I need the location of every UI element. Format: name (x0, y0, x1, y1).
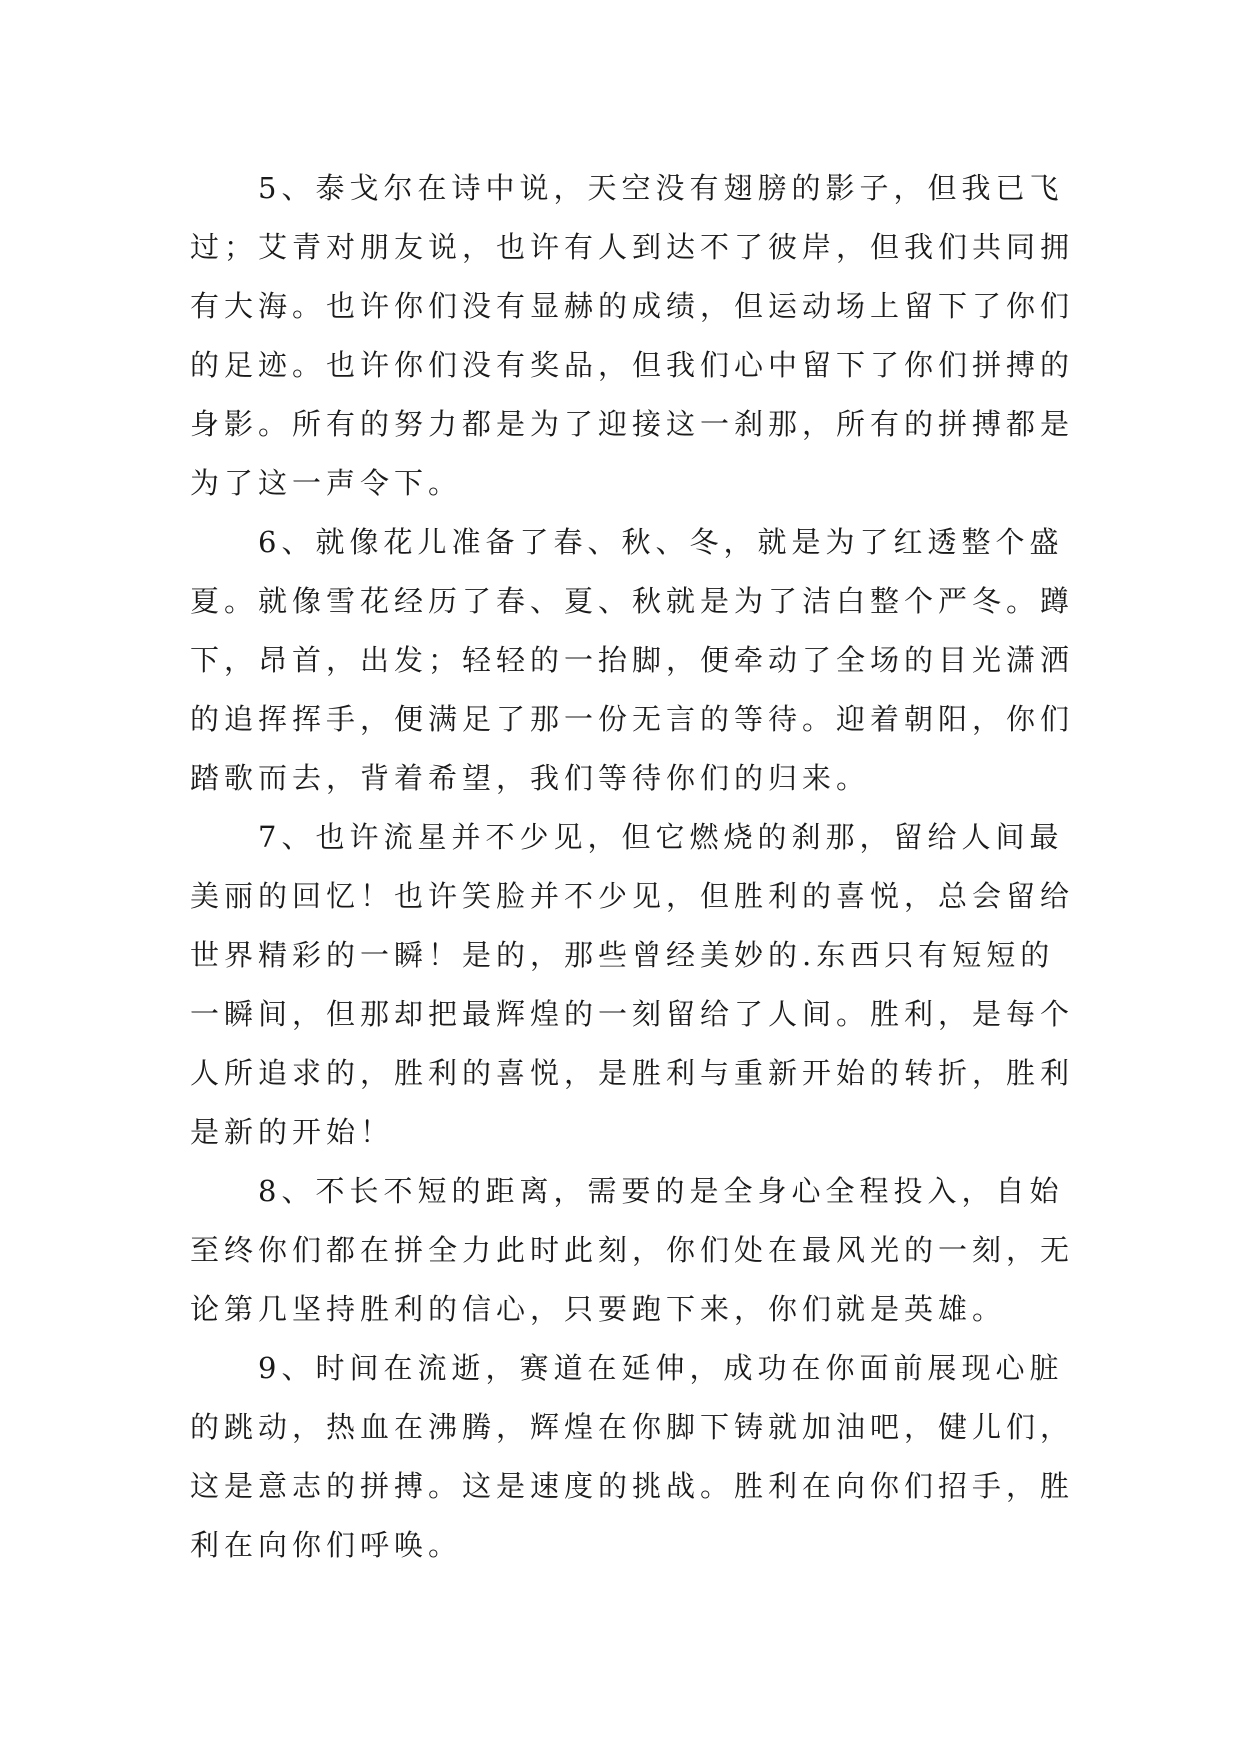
paragraph-7 (190, 808, 1075, 1162)
paragraph-9 (190, 1339, 1075, 1575)
paragraph-8 (190, 1162, 1075, 1339)
text-line: 的追挥挥手，便满足了那一份无言的等待。迎着朝阳，你们 (190, 702, 1075, 736)
text-line: 人所追求的，胜利的喜悦，是胜利与重新开始的转折，胜利 (190, 1056, 1075, 1090)
text-line: 5、泰戈尔在诗中说，天空没有翅膀的影子，但我已飞 (258, 171, 1064, 205)
text-line: 下，昂首，出发；轻轻的一抬脚，便牵动了全场的目光潇洒 (190, 643, 1075, 677)
text-line: 7、也许流星并不少见，但它燃烧的刹那，留给人间最 (258, 820, 1064, 854)
text-line: 过；艾青对朋友说，也许有人到达不了彼岸，但我们共同拥 (190, 230, 1075, 264)
text-line: 身影。所有的努力都是为了迎接这一刹那，所有的拼搏都是 (190, 407, 1075, 441)
text-line: 利在向你们呼唤。 (190, 1528, 463, 1562)
text-line: 9、时间在流逝，赛道在延伸，成功在你面前展现心脏 (258, 1351, 1064, 1385)
text-line: 这是意志的拼搏。这是速度的挑战。胜利在向你们招手，胜 (190, 1469, 1075, 1503)
text-line: 美丽的回忆！也许笑脸并不少见，但胜利的喜悦，总会留给 (190, 879, 1075, 913)
text-line: 的跳动，热血在沸腾，辉煌在你脚下铸就加油吧，健儿们， (190, 1410, 1075, 1444)
text-line: 世界精彩的一瞬！是的，那些曾经美妙的.东西只有短短的 (190, 938, 1055, 972)
text-line: 论第几坚持胜利的信心，只要跑下来，你们就是英雄。 (190, 1292, 1007, 1326)
text-line: 8、不长不短的距离，需要的是全身心全程投入，自始 (258, 1174, 1064, 1208)
text-line: 至终你们都在拼全力此时此刻，你们处在最风光的一刻，无 (190, 1233, 1075, 1267)
text-line: 6、就像花儿准备了春、秋、冬，就是为了红透整个盛 (258, 525, 1064, 559)
paragraph-5 (190, 159, 1075, 513)
document-body (190, 159, 1075, 1575)
text-line: 的足迹。也许你们没有奖品，但我们心中留下了你们拼搏的 (190, 348, 1075, 382)
text-line: 有大海。也许你们没有显赫的成绩，但运动场上留下了你们 (190, 289, 1075, 323)
paragraph-6 (190, 513, 1075, 808)
text-line: 为了这一声令下。 (190, 466, 463, 500)
text-line: 一瞬间，但那却把最辉煌的一刻留给了人间。胜利，是每个 (190, 997, 1075, 1031)
text-line: 夏。就像雪花经历了春、夏、秋就是为了洁白整个严冬。蹲 (190, 584, 1075, 618)
text-line: 是新的开始！ (190, 1115, 395, 1149)
text-line: 踏歌而去，背着希望，我们等待你们的归来。 (190, 761, 871, 795)
